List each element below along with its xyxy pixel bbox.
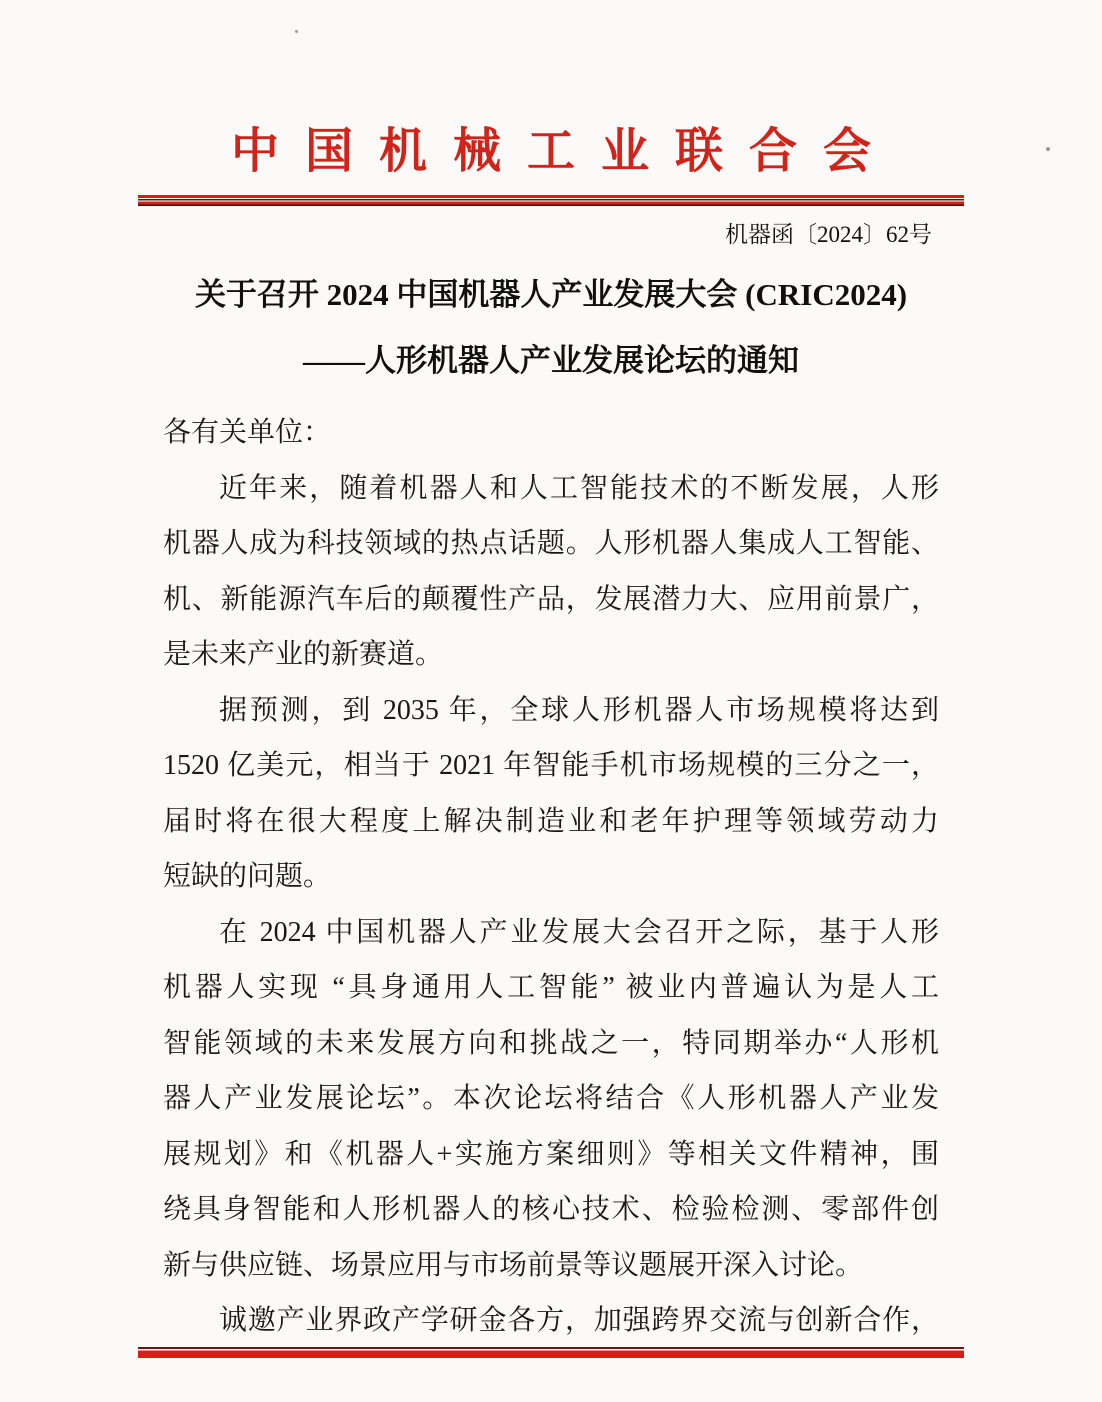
body-line: 是未来产业的新赛道。	[163, 639, 444, 670]
body-line: 短缺的问题。	[163, 861, 332, 892]
body-line: 诚邀产业界政产学研金各方，加强跨界交流与创新合作，	[219, 1305, 939, 1336]
body-line: 智能领域的未来发展方向和挑战之一，特同期举办“人形机	[163, 1027, 939, 1059]
body-line: 各有关单位：	[163, 417, 332, 448]
body-line: 据预测，到 2035 年，全球人形机器人市场规模将达到	[219, 694, 939, 726]
letterhead-title: 中国机械工业联合会	[230, 125, 897, 178]
body-line: 机、新能源汽车后的颠覆性产品，发展潜力大、应用前景广，	[163, 583, 939, 615]
body-line: 在 2024 中国机器人产业发展大会召开之际，基于人形	[219, 916, 939, 948]
body-line: 器人产业发展论坛”。本次论坛将结合《人形机器人产业发	[163, 1083, 939, 1114]
body-line: 1520 亿美元，相当于 2021 年智能手机市场规模的三分之一，	[163, 750, 939, 781]
body-line: 绕具身智能和人形机器人的核心技术、检验检测、零部件创	[163, 1194, 939, 1225]
document-title	[138, 277, 964, 379]
document-title-line-2: ——人形机器人产业发展论坛的通知	[303, 343, 799, 378]
document-body	[163, 405, 939, 1349]
document-title-line-1: 关于召开 2024 中国机器人产业发展大会 (CRIC2024)	[194, 277, 908, 312]
body-line: 近年来，随着机器人和人工智能技术的不断发展，人形	[219, 472, 939, 504]
body-line: 展规划》和《机器人+实施方案细则》等相关文件精神，围	[163, 1138, 939, 1170]
doc-number: 机器函〔2024〕62号	[725, 222, 932, 247]
body-line: 机器人成为科技领域的热点话题。人形机器人集成人工智能、	[163, 528, 939, 559]
body-line: 新与供应链、场景应用与市场前景等议题展开深入讨论。	[163, 1249, 864, 1281]
scan-speck	[1046, 147, 1050, 151]
body-line: 届时将在很大程度上解决制造业和老年护理等领域劳动力	[163, 805, 939, 837]
body-line: 机器人实现 “具身通用人工智能” 被业内普遍认为是人工	[163, 972, 939, 1003]
scan-speck	[295, 30, 298, 33]
letterhead-rule	[138, 195, 964, 206]
footer-rule	[138, 1347, 964, 1358]
